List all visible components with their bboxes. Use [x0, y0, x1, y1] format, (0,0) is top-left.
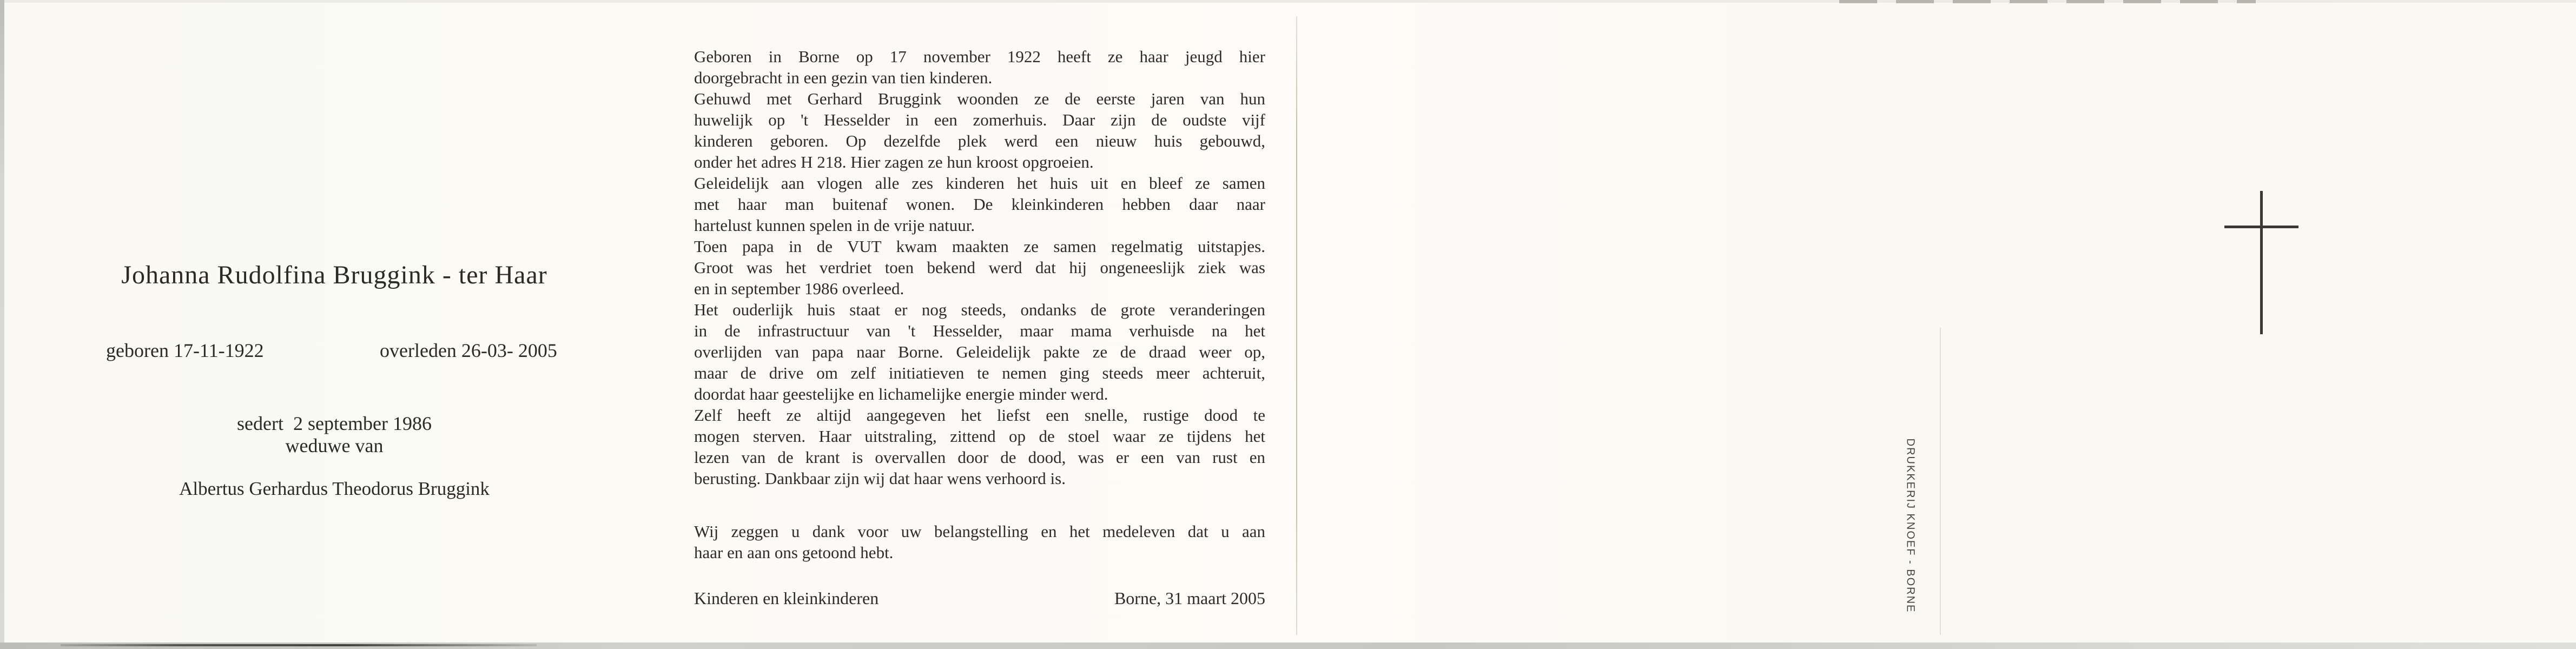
scan-edge-top-shadow	[1839, 0, 2256, 3]
birth-date: geboren 17-11-1922	[106, 340, 264, 361]
scan-shadow-line	[61, 644, 537, 646]
fold-crease-center	[1296, 16, 1297, 635]
bio-line: en in september 1986 overleed.	[694, 279, 904, 298]
bio-line: berusting. Dankbaar zijn wij dat haar wens verhoord is.	[694, 469, 1066, 488]
bio-line: Groot was het verdriet toen bekend werd dat hij ongeneeslijk ziek was	[694, 258, 1265, 277]
bio-line: hartelust kunnen spelen in de vrije natuur.	[694, 216, 975, 235]
bio-line: Geboren in Borne op 17 november 1922 heeft ze haar jeugd hier	[694, 47, 1265, 66]
bio-line: Gehuwd met Gerhard Bruggink woonden ze de eerste jaren van hun	[694, 89, 1265, 108]
bio-line: lezen van de krant is overvallen door de dood, was er een van rust en	[694, 448, 1265, 467]
bio-line: kinderen geboren. Op dezelfde plek werd een nieuw huis gebouwd,	[694, 131, 1265, 150]
bio-line: Geleidelijk aan vlogen alle zes kinderen het huis uit en bleef ze samen	[694, 174, 1265, 193]
bio-line: maar de drive om zelf initiatieven te nemen ging steeds meer achteruit,	[694, 363, 1265, 382]
bio-line: in de infrastructuur van 't Hesselder, maar mama verhuisde na het	[694, 321, 1265, 340]
husband-name: Albertus Gerhardus Theodorus Bruggink	[179, 478, 490, 499]
biography-panel	[694, 3, 1265, 643]
death-date: overleden 26-03- 2005	[380, 340, 557, 361]
scan-edge-left	[0, 0, 4, 649]
bio-line: Zelf heeft ze altijd aangegeven het liefst een snelle, rustige dood te	[694, 406, 1265, 425]
printer-mark: DRUKKERIJ KNOEF - BORNE	[1904, 438, 1917, 613]
widow-since-date: sedert 2 september 1986	[237, 413, 432, 434]
bio-line: overlijden van papa naar Borne. Geleidelijk pakte ze de draad weer op,	[694, 342, 1265, 361]
cross-horizontal-bar	[2224, 226, 2298, 228]
bio-line: Het ouderlijk huis staat er nog steeds, ondanks de grote veranderingen	[694, 300, 1265, 319]
biography-text	[694, 46, 1265, 489]
cross-vertical-bar	[2260, 191, 2263, 334]
fold-crease-right	[1940, 327, 1941, 635]
deceased-name: Johanna Rudolfina Bruggink - ter Haar	[121, 261, 547, 289]
closing-row	[694, 588, 1265, 609]
bio-line: met haar man buitenaf wonen. De kleinkinderen hebben daar naar	[694, 195, 1265, 214]
bio-line: mogen sterven. Haar uitstraling, zittend op de stoel waar ze tijdens het	[694, 427, 1265, 446]
date-place-line: Borne, 31 maart 2005	[1114, 588, 1265, 608]
name-panel	[9, 3, 660, 643]
bio-line: doorgebracht in een gezin van tien kinderen.	[694, 68, 993, 87]
bio-line: doordat haar geestelijke en lichamelijke energie minder werd.	[694, 385, 1108, 403]
bio-line: huwelijk op 't Hesselder in een zomerhuis. Daar zijn de oudste vijf	[694, 110, 1265, 129]
thanks-line: haar en aan ons getoond hebt.	[694, 543, 894, 562]
bio-line: Toen papa in de VUT kwam maakten ze samen regelmatig uitstapjes.	[694, 237, 1265, 256]
card-surface	[4, 3, 2576, 643]
bio-line: onder het adres H 218. Hier zagen ze hun kroost opgroeien.	[694, 153, 1094, 171]
widow-label: weduwe van	[285, 435, 384, 456]
thanks-line: Wij zeggen u dank voor uw belangstelling en het medeleven dat u aan	[694, 522, 1265, 541]
thanks-text	[694, 521, 1265, 563]
signature-line: Kinderen en kleinkinderen	[694, 588, 879, 608]
